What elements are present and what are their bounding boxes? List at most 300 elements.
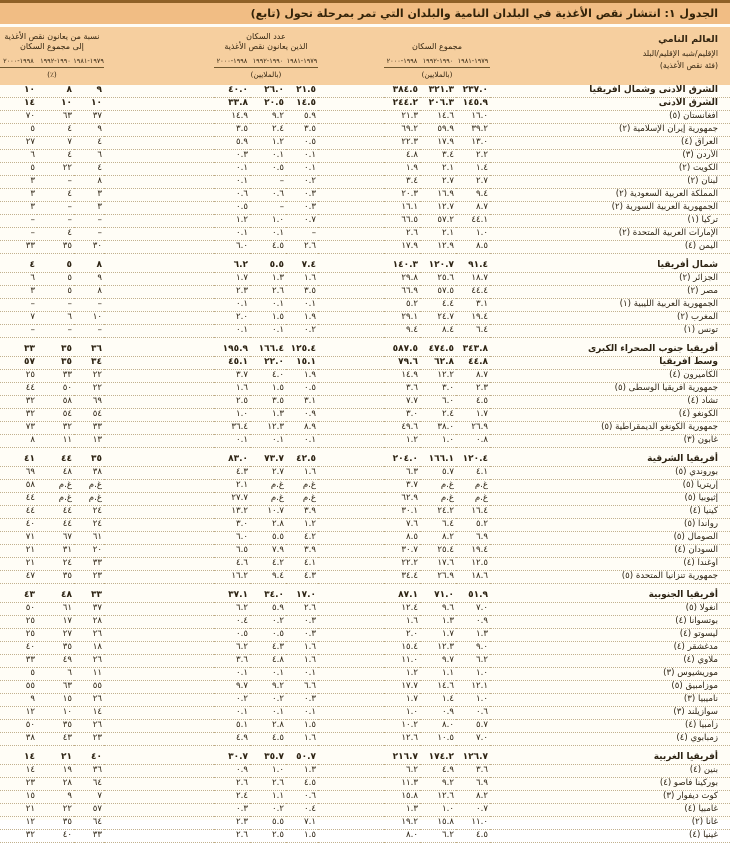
cell-value: ٨.٠ [384, 829, 420, 842]
group-spacer [104, 337, 214, 356]
cell-value: ١٥.٨ [384, 790, 420, 803]
cell-value: ١.٥ [250, 382, 286, 395]
cell-value: ٤٠.٠ [214, 85, 250, 98]
cell-value: ١٤.٥ [286, 97, 318, 110]
cell-value: ٣٣ [74, 583, 104, 602]
cell-value: ١.٠ [250, 764, 286, 777]
region-total-row [0, 97, 730, 110]
cell-value: ١٨.٦ [456, 570, 490, 583]
cell-value: ٦.٠ [214, 531, 250, 544]
row-label: أوغندا (٤) [490, 557, 730, 570]
cell-value: ٤.٥ [250, 732, 286, 745]
cell-value: ٥ [37, 285, 74, 298]
cell-value: ٠.٣ [286, 693, 318, 706]
cell-value: ٩.٢ [420, 777, 456, 790]
group-spacer [318, 408, 384, 421]
cell-value: ٢.٦ [286, 602, 318, 615]
cell-value: ٢٤.٧ [420, 311, 456, 324]
cell-value: ١٩ [37, 764, 74, 777]
cell-value: ٧.٧ [384, 395, 420, 408]
cell-value: ٢٢.٣ [384, 136, 420, 149]
group-spacer [318, 201, 384, 214]
cell-value: ٤.٣ [214, 466, 250, 479]
cell-value: ٥ [0, 667, 37, 680]
cell-value: ٦.٠ [214, 240, 250, 253]
cell-value: ٦٣ [37, 680, 74, 693]
group-spacer [318, 253, 384, 272]
cell-value: ٠.١ [250, 227, 286, 240]
row-label: ليسوتو (٤) [490, 628, 730, 641]
row-label: وسط أفريقيا [490, 356, 730, 369]
cell-value: ٢١ [0, 544, 37, 557]
country-row [0, 395, 730, 408]
country-row [0, 557, 730, 570]
cell-value: ٠.٩ [420, 706, 456, 719]
cell-value: ٥٠ [37, 382, 74, 395]
cell-value: ١.٦ [286, 466, 318, 479]
cell-value: ٥ [37, 272, 74, 285]
cell-value: ٤٩.٦ [384, 421, 420, 434]
cell-value: ٨.٥ [384, 531, 420, 544]
cell-value: ١٠ [37, 706, 74, 719]
cell-value: ٦٢.٩ [384, 492, 420, 505]
cell-value: ٢١ [37, 745, 74, 764]
cell-value: ٣٥.٧ [250, 745, 286, 764]
row-label: أفريقيا الشرقية [490, 447, 730, 466]
cell-value: ٦ [37, 311, 74, 324]
food-deprivation-category-label: (فئة نقص الأغذية) [659, 61, 718, 70]
cell-value: ١٢.٩ [420, 240, 456, 253]
cell-value: ٤٠ [0, 518, 37, 531]
country-row [0, 162, 730, 175]
cell-value: ٢٩.١ [384, 311, 420, 324]
cell-value: ٤٤ [37, 505, 74, 518]
cell-value: ٠.١ [214, 298, 250, 311]
cell-value: ٢٦.٠ [250, 85, 286, 98]
cell-value: ٣٢ [0, 395, 37, 408]
cell-value: ٨ [74, 175, 104, 188]
cell-value: ٣.٧ [214, 369, 250, 382]
cell-value: ٣٥ [74, 447, 104, 466]
cell-value: ٨.٢ [420, 531, 456, 544]
cell-value: ٠.٢ [250, 693, 286, 706]
row-label: إريتريا (٥) [490, 479, 730, 492]
cell-value: – [0, 324, 37, 337]
cell-value: ٢١٦.٧ [384, 745, 420, 764]
country-row [0, 544, 730, 557]
cell-value: ١١.٠ [384, 654, 420, 667]
cell-value: ١٣ [74, 434, 104, 447]
cell-value: ٣٢ [0, 408, 37, 421]
cell-value: ٤.٩ [420, 764, 456, 777]
region-total-row [0, 745, 730, 764]
cell-value: ٣٨ [74, 466, 104, 479]
cell-value: ٦٩.٢ [384, 123, 420, 136]
cell-value: ٥.٩ [214, 136, 250, 149]
group-spacer [318, 421, 384, 434]
cell-value: ٠.١ [286, 298, 318, 311]
row-label: تونس (١) [490, 324, 730, 337]
row-label: ملاوي (٤) [490, 654, 730, 667]
cell-value: ٤.١ [286, 557, 318, 570]
row-label: الكاميرون (٤) [490, 369, 730, 382]
country-row [0, 628, 730, 641]
cell-value: ٤.٩ [214, 732, 250, 745]
cell-value: ٣٥ [37, 240, 74, 253]
cell-value: ٥٧.٢ [420, 214, 456, 227]
cell-value: ١٠ [0, 85, 37, 98]
group-spacer [318, 570, 384, 583]
cell-value: ٥٠.٧ [286, 745, 318, 764]
cell-value: ٩ [37, 790, 74, 803]
cell-value: ٢٢.٠ [250, 356, 286, 369]
group-spacer [318, 544, 384, 557]
cell-value: ٢٢ [74, 369, 104, 382]
cell-value: ٤.٥ [250, 240, 286, 253]
group-spacer [104, 466, 214, 479]
cell-value: ٦ [74, 149, 104, 162]
cell-value: غ.م [74, 492, 104, 505]
cell-value: – [37, 175, 74, 188]
row-label: المغرب (٢) [490, 311, 730, 324]
cell-value: ١.٠ [456, 227, 490, 240]
country-row [0, 201, 730, 214]
cell-value: ١.٢ [384, 667, 420, 680]
cell-value: ٣٢ [0, 829, 37, 842]
cell-value: ٥٠ [0, 602, 37, 615]
group-spacer [104, 188, 214, 201]
cell-value: ١.٣ [456, 628, 490, 641]
cell-value: ١٧.٩ [384, 240, 420, 253]
row-label: المملكة العربية السعودية (٢) [490, 188, 730, 201]
cell-value: ٣٧.١ [214, 583, 250, 602]
cell-value: ١٠ [74, 311, 104, 324]
cell-value: ٩.٢ [250, 680, 286, 693]
cell-value: ٣٣ [74, 557, 104, 570]
cell-value: ٠.١ [214, 324, 250, 337]
country-row [0, 227, 730, 240]
cell-value: ١٧.٠ [286, 583, 318, 602]
cell-value: ٣.٩ [286, 505, 318, 518]
country-row [0, 518, 730, 531]
cell-value: ١٨ [74, 641, 104, 654]
group-spacer [104, 227, 214, 240]
country-row [0, 272, 730, 285]
cell-value: ٤٤ [0, 492, 37, 505]
food-deprivation-table [0, 27, 730, 843]
cell-value: ٣.٠ [214, 518, 250, 531]
cell-value: ١٢٥.٤ [286, 337, 318, 356]
cell-value: – [0, 227, 37, 240]
unit-label-percent: (٪) [0, 67, 104, 85]
group-spacer [104, 706, 214, 719]
cell-value: ٦.٢ [456, 654, 490, 667]
group-spacer [104, 85, 214, 98]
cell-value: ٣٤.٤ [384, 570, 420, 583]
cell-value: ٤٤.١ [456, 214, 490, 227]
cell-value: ٨.٧ [456, 369, 490, 382]
cell-value: ٣٤٣.٨ [456, 337, 490, 356]
cell-value: ١٤٠.٣ [384, 253, 420, 272]
cell-value: ٣ [0, 175, 37, 188]
cell-value: ٢٥ [0, 615, 37, 628]
cell-value: ١.٠ [384, 706, 420, 719]
region-total-row [0, 583, 730, 602]
cell-value: ٤٩ [37, 654, 74, 667]
cell-value: ٦.٩ [456, 531, 490, 544]
country-row [0, 602, 730, 615]
cell-value: ٥ [0, 123, 37, 136]
cell-value: ٠.٣ [286, 188, 318, 201]
cell-value: ٣.٤ [384, 175, 420, 188]
cell-value: ٣٢١.٣ [420, 85, 456, 98]
cell-value: – [0, 298, 37, 311]
cell-value: ١٤ [0, 97, 37, 110]
row-label: الكويت (٢) [490, 162, 730, 175]
cell-value: ٥٠ [0, 719, 37, 732]
group-spacer [104, 570, 214, 583]
cell-value: ٠.٣ [286, 628, 318, 641]
country-row [0, 570, 730, 583]
cell-value: ٥ [37, 253, 74, 272]
cell-value: ٢.٢ [456, 149, 490, 162]
cell-value: ١٤.٩ [384, 369, 420, 382]
cell-value: ٩ [0, 693, 37, 706]
cell-value: ١.٣ [286, 764, 318, 777]
cell-value: ٧٣ [0, 421, 37, 434]
cell-value: ٣.٥ [250, 395, 286, 408]
cell-value: ٠.١ [250, 667, 286, 680]
group-spacer [104, 829, 214, 842]
cell-value: ٩١.٤ [456, 253, 490, 272]
cell-value: ٨ [0, 434, 37, 447]
row-label: أفريقيا الجنوبية [490, 583, 730, 602]
row-label: الجمهورية العربية الليبية (١) [490, 298, 730, 311]
cell-value: ٢.١ [420, 227, 456, 240]
cell-value: ٦ [0, 272, 37, 285]
unit-label-millions: (بالملايين) [384, 67, 490, 85]
cell-value: ١١ [37, 434, 74, 447]
region-column-header [490, 27, 730, 85]
cell-value: ٦ [0, 149, 37, 162]
cell-value: ٥٧ [74, 803, 104, 816]
cell-value: ٢٣ [0, 777, 37, 790]
cell-value: ٩.٤ [456, 188, 490, 201]
row-label: مصر (٢) [490, 285, 730, 298]
cell-value: ١٢.٢ [420, 369, 456, 382]
cell-value: ١٥ [37, 693, 74, 706]
cell-value: ٣١ [37, 544, 74, 557]
row-label: الجزائر (٢) [490, 272, 730, 285]
period-header: ١٩٩٨-٢٠٠٠ [214, 53, 250, 68]
group-spacer [104, 136, 214, 149]
cell-value: ٣.١ [286, 395, 318, 408]
cell-value: – [250, 175, 286, 188]
cell-value: ٥٧.٥ [420, 285, 456, 298]
cell-value: ١.٠ [456, 693, 490, 706]
group-spacer [104, 175, 214, 188]
country-row [0, 803, 730, 816]
cell-value: غ.م [456, 479, 490, 492]
cell-value: ٢.٥ [214, 395, 250, 408]
cell-value: ٨.٤ [420, 324, 456, 337]
cell-value: ٥.١ [214, 719, 250, 732]
country-row [0, 479, 730, 492]
cell-value: ٧.٠ [456, 732, 490, 745]
cell-value: ٥٥ [74, 680, 104, 693]
cell-value: ٦.٢ [214, 641, 250, 654]
cell-value: ٢.٧ [420, 175, 456, 188]
cell-value: ١٢.٧ [420, 201, 456, 214]
group-spacer [318, 27, 384, 85]
country-row [0, 693, 730, 706]
cell-value: ٣ [74, 188, 104, 201]
cell-value: ٨.٧ [456, 201, 490, 214]
cell-value: ٠.١ [214, 162, 250, 175]
cell-value: ١٩.٤ [456, 544, 490, 557]
country-row [0, 667, 730, 680]
cell-value: ٠.١ [214, 434, 250, 447]
cell-value: ١٦.٤ [456, 505, 490, 518]
cell-value: ٤.٤ [420, 298, 456, 311]
cell-value: ٤ [37, 123, 74, 136]
group-spacer [318, 602, 384, 615]
cell-value: ٥.٧ [420, 466, 456, 479]
row-label: أفريقيا الغربية [490, 745, 730, 764]
country-row [0, 641, 730, 654]
cell-value: ١٢.٦ [420, 790, 456, 803]
cell-value: ٢٤ [37, 557, 74, 570]
cell-value: ٦٤ [74, 816, 104, 829]
cell-value: ٥٨ [37, 395, 74, 408]
cell-value: ٦.٦ [286, 680, 318, 693]
group-spacer [104, 654, 214, 667]
unit-label-millions: (بالملايين) [214, 67, 318, 85]
cell-value: ٥.٥ [250, 253, 286, 272]
cell-value: ٤ [74, 162, 104, 175]
cell-value: ٢٢ [37, 803, 74, 816]
group-spacer [104, 583, 214, 602]
cell-value: ١.٧ [214, 272, 250, 285]
cell-value: ٢.١ [214, 479, 250, 492]
group-spacer [318, 369, 384, 382]
cell-value: ١٥ [0, 790, 37, 803]
cell-value: ٣.٠ [420, 382, 456, 395]
row-label: رواندا (٥) [490, 518, 730, 531]
group-spacer [104, 421, 214, 434]
group-spacer [104, 240, 214, 253]
cell-value: غ.م [420, 479, 456, 492]
cell-value: ٢.٧ [456, 175, 490, 188]
group-spacer [318, 272, 384, 285]
cell-value: – [37, 298, 74, 311]
cell-value: ٦.٢ [214, 253, 250, 272]
cell-value: ٤٤ [0, 382, 37, 395]
cell-value: ٤٠ [74, 745, 104, 764]
cell-value: ٩.٤ [250, 570, 286, 583]
cell-value: ١٧.٧ [384, 680, 420, 693]
cell-value: ٠.١ [250, 706, 286, 719]
group-spacer [104, 505, 214, 518]
cell-value: ١٢٠.٧ [420, 253, 456, 272]
group-spacer [318, 214, 384, 227]
cell-value: ٥.٢ [456, 518, 490, 531]
region-total-row [0, 337, 730, 356]
cell-value: ٤.٣ [250, 641, 286, 654]
cell-value: ٨.٠ [420, 719, 456, 732]
cell-value: غ.م [420, 492, 456, 505]
cell-value: ٥٨ [0, 479, 37, 492]
cell-value: ١٢.٦ [384, 732, 420, 745]
cell-value: ٢.٠ [384, 628, 420, 641]
cell-value: ٠.٥ [250, 628, 286, 641]
group-spacer [318, 356, 384, 369]
cell-value: ١٢٦.٧ [456, 745, 490, 764]
group-spacer [318, 227, 384, 240]
cell-value: ٠.١ [286, 667, 318, 680]
cell-value: ٩ [74, 123, 104, 136]
cell-value: ٣٦ [74, 764, 104, 777]
group-spacer [104, 214, 214, 227]
group-spacer [104, 667, 214, 680]
cell-value: ٣ [0, 285, 37, 298]
cell-value: ٥٥ [0, 680, 37, 693]
cell-value: ٦٣ [37, 110, 74, 123]
country-row [0, 136, 730, 149]
cell-value: ٥.٩ [286, 110, 318, 123]
cell-value: ١٦٦.٤ [250, 337, 286, 356]
cell-value: ٠.١ [214, 667, 250, 680]
cell-value: ٢٥.٤ [420, 544, 456, 557]
group-spacer [318, 706, 384, 719]
cell-value: ٢.٦ [384, 227, 420, 240]
cell-value: – [37, 324, 74, 337]
cell-value: ٣.١ [456, 298, 490, 311]
cell-value: ٢٤٤.٢ [384, 97, 420, 110]
cell-value: ٢٥.٦ [420, 272, 456, 285]
period-header: ١٩٩٨-٢٠٠٠ [384, 53, 420, 68]
group-spacer [104, 693, 214, 706]
cell-value: ٢.٦ [286, 240, 318, 253]
country-row [0, 505, 730, 518]
cell-value: ١٩٥.٩ [214, 337, 250, 356]
country-row [0, 719, 730, 732]
cell-value: ٢.٠ [214, 311, 250, 324]
cell-value: ١.٤ [456, 162, 490, 175]
cell-value: ٣٣ [74, 421, 104, 434]
group-spacer [318, 162, 384, 175]
cell-value: ٢.٤ [250, 123, 286, 136]
cell-value: ٥.٥ [250, 531, 286, 544]
group-spacer [318, 531, 384, 544]
group-spacer [318, 693, 384, 706]
cell-value: ٣.٤ [420, 149, 456, 162]
cell-value: – [74, 298, 104, 311]
cell-value: ٢١.٣ [384, 110, 420, 123]
cell-value: ٢٧.٧ [214, 492, 250, 505]
cell-value: ٠.١ [250, 324, 286, 337]
cell-value: ٧١.٠ [420, 583, 456, 602]
cell-value: ٦٩ [74, 395, 104, 408]
cell-value: ٣٢ [37, 421, 74, 434]
cell-value: ٢٣ [74, 732, 104, 745]
cell-value: ٢٤ [74, 505, 104, 518]
cell-value: ١.٩ [286, 369, 318, 382]
cell-value: – [37, 214, 74, 227]
group-spacer [104, 272, 214, 285]
group-spacer [104, 479, 214, 492]
cell-value: ٢٥ [0, 369, 37, 382]
